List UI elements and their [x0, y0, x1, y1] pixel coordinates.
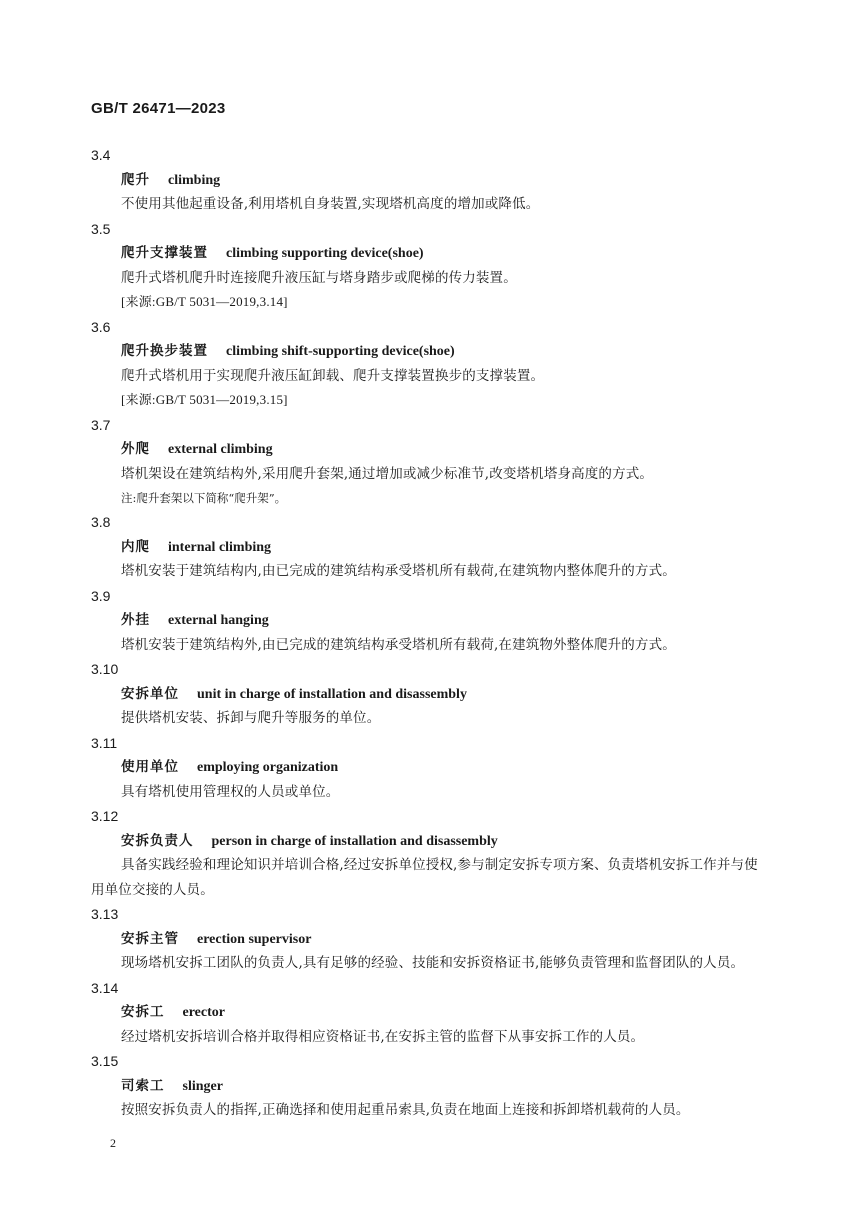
term-source: [来源:GB/T 5031—2019,3.15] [121, 392, 288, 407]
clause-number: 3.8 [91, 514, 111, 530]
clause-number: 3.6 [91, 318, 111, 335]
term-english: internal climbing [168, 539, 272, 555]
term-entry [91, 413, 771, 511]
term-english: person in charge of installation and disassembly [211, 833, 498, 849]
term-definition: 塔机安装于建筑结构外,由已完成的建筑结构承受塔机所有载荷,在建筑物外整体爬升的方式。 [121, 636, 676, 653]
term-chinese: 外挂 [121, 612, 150, 628]
term-definition: 按照安拆负责人的指挥,正确选择和使用起重吊索具,负责在地面上连接和拆卸塔机载荷的人员。 [121, 1102, 690, 1118]
term-definition: 塔机安装于建筑结构内,由已完成的建筑结构承受塔机所有载荷,在建筑物内整体爬升的方式。 [121, 563, 676, 579]
term-chinese: 外爬 [121, 441, 150, 457]
term-chinese: 爬升支撑装置 [121, 245, 208, 261]
clause-number: 3.11 [91, 734, 118, 751]
term-chinese: 安拆负责人 [121, 832, 194, 849]
term-heading [91, 927, 771, 952]
term-note: 注:爬升套架以下简称“爬升架”。 [121, 491, 287, 505]
term-entry [91, 315, 771, 413]
term-english: climbing supporting device(shoe) [226, 246, 424, 261]
page-number: 2 [110, 1136, 116, 1150]
term-english: external hanging [168, 613, 269, 628]
term-heading [91, 755, 771, 780]
terms-list [91, 143, 771, 1123]
term-definition: 不使用其他起重设备,利用塔机自身装置,实现塔机高度的增加或降低。 [121, 196, 540, 212]
term-entry [91, 657, 771, 731]
term-english: slinger [182, 1078, 223, 1094]
term-heading [91, 241, 771, 266]
term-definition: 提供塔机安装、拆卸与爬升等服务的单位。 [121, 710, 381, 726]
term-english: climbing [168, 172, 221, 188]
clause-number: 3.15 [91, 1053, 119, 1069]
term-heading [91, 608, 771, 633]
term-chinese: 司索工 [121, 1077, 165, 1094]
term-entry [91, 584, 771, 658]
clause-number: 3.12 [91, 808, 119, 824]
term-definition: 具有塔机使用管理权的人员或单位。 [121, 783, 340, 800]
term-definition: 爬升式塔机爬升时连接爬升液压缸与塔身踏步或爬梯的传力装置。 [121, 269, 517, 286]
term-english: erection supervisor [197, 931, 312, 947]
clause-number: 3.9 [91, 587, 111, 604]
clause-number: 3.5 [91, 220, 111, 237]
term-english: employing organization [197, 760, 339, 775]
term-heading [91, 1000, 771, 1025]
term-chinese: 内爬 [121, 538, 150, 555]
standard-header: GB/T 26471—2023 [91, 100, 226, 117]
term-english: climbing shift-supporting device(shoe) [226, 344, 455, 359]
term-chinese: 爬升 [121, 171, 150, 188]
term-entry [91, 510, 771, 584]
clause-number: 3.10 [91, 661, 119, 677]
term-english: erector [182, 1005, 225, 1020]
clause-number: 3.4 [91, 147, 111, 163]
term-english: unit in charge of installation and disassembly [197, 686, 467, 702]
term-heading [91, 1074, 771, 1099]
term-definition: 塔机架设在建筑结构外,采用爬升套架,通过增加或减少标准节,改变塔机塔身高度的方式。 [121, 465, 654, 482]
term-chinese: 使用单位 [121, 759, 179, 775]
term-heading [91, 339, 771, 364]
term-definition: 爬升式塔机用于实现爬升液压缸卸载、爬升支撑装置换步的支撑装置。 [121, 367, 545, 384]
term-heading [91, 829, 771, 854]
term-chinese: 安拆工 [121, 1004, 165, 1020]
term-heading [91, 682, 771, 707]
term-chinese: 安拆主管 [121, 930, 179, 947]
clause-number: 3.7 [91, 416, 111, 433]
term-entry [91, 976, 771, 1050]
term-entry [91, 143, 771, 217]
term-heading [91, 437, 771, 462]
term-definition: 现场塔机安拆工团队的负责人,具有足够的经验、技能和安拆资格证书,能够负责管理和监督团队的人员。 [121, 955, 745, 971]
clause-number: 3.13 [91, 906, 119, 922]
term-definition: 经过塔机安拆培训合格并取得相应资格证书,在安拆主管的监督下从事安拆工作的人员。 [121, 1028, 645, 1045]
term-heading [91, 168, 771, 193]
term-entry [91, 1049, 771, 1123]
term-english: external climbing [168, 442, 273, 457]
term-definition: 具备实践经验和理论知识并培训合格,经过安拆单位授权,参与制定安拆专项方案、负责塔机安拆工作并与使用单位交接的人员。 [91, 857, 758, 898]
term-heading [91, 535, 771, 560]
term-entry [91, 731, 771, 805]
term-entry [91, 902, 771, 976]
clause-number: 3.14 [91, 979, 119, 996]
term-chinese: 安拆单位 [121, 685, 179, 702]
term-chinese: 爬升换步装置 [121, 343, 208, 359]
term-entry [91, 217, 771, 315]
term-source: [来源:GB/T 5031—2019,3.14] [121, 294, 288, 309]
term-entry [91, 804, 771, 902]
